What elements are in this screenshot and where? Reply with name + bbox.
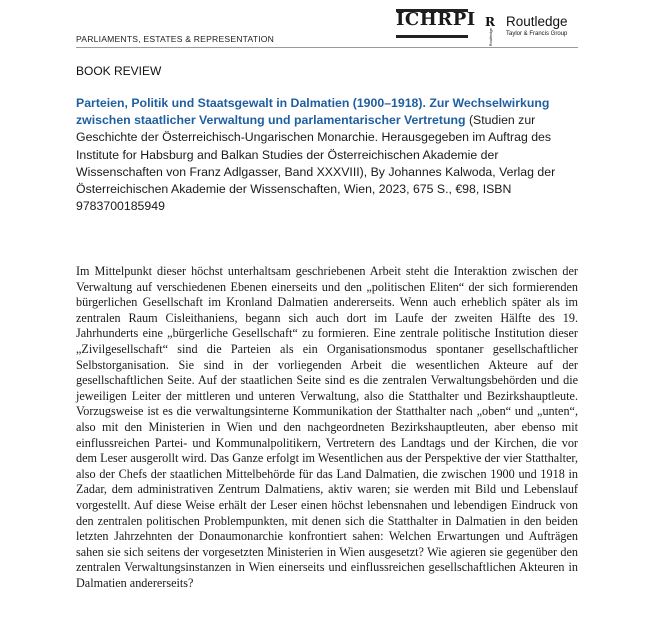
book-citation <box>76 95 576 215</box>
review-paragraph: Im Mittelpunkt dieser höchst unterhaltsam geschriebenen Arbeit steht die Interaktion zwischen der Verwaltung auf verschiedenen Ebenen einerseits und den „politischen Eliten“ der sich formierenden bürgerlichen Gesellschaft im Kronland Dalmatien andererseits. Wenn auch erheblich später als im zentralen Raum Cisleithaniens, begann sich auch dort im Laufe der zweiten Hälfte des 19. Jahrhunderts eine „bürgerliche Gesellschaft“ zu formieren. Eine zentrale politische Institution dieser „Zivilgesellschaft“ sind die Parteien als ein Organisationsmodus spontaner gesellschaftlicher Selbstorganisation. Sie sind in der vorliegenden Arbeit die wesentlichen Akteure auf der gesellschaftlichen Seite. Auf der staatlichen Seite sind es die zentralen Verwaltungsbehörden und die jeweiligen Leiter der mittleren und unteren Verwaltung, also die Statthalter und Bezirkshauptleute. Vorzugsweise ist es die verwaltungsinterne Kommunikation der Statthalter nach „oben“ und „unten“, also mit den Ministerien in Wien und den nachgeordneten Bezirkshauptleuten, aber ebenso mit einflussreichen Partei- und Kommunalpolitikern, Vertretern des Landtags und der Kirchen, die vor dem Leser ausgerollt wird. Das Ganze erfolgt im Wesentlichen aus der Perspektive der vier Statthalter, also der Chefs der staatlichen Mittelbehörde für das Land Dalmatien, die zwischen 1900 und 1918 in Zadar, dem administrativen Zentrum Dalmatiens, aktiv waren; sie werden mit Bild und Lebenslauf vorgestellt. Auf diese Weise erhält der Leser einen höchst lebensnahen und lebendigen Eindruck von den zentralen politischen Problempunkten, mit denen sich die Statthalter in Dalmatien in den beiden letzten Jahrzehnten der Donaumonarchie konfrontiert sahen: Welchen Erwartungen und Aufträgen sahen sie sich seitens der vorgesetzten Ministerien in Wien ausgesetzt? Wie agieren sie gegenüber den zentralen Verwaltungsinstanzen in Wien einerseits und einflussreichen gesellschaftlichen Akteuren in Dalmatien andererseits? <box>76 264 578 590</box>
routledge-vertical-text: Routledge <box>488 28 493 47</box>
book-details: (Studien zur Geschichte der Österreichisch-Ungarischen Monarchie. Herausgegeben im Auftrag des Institute for Habsburg and Balkan Studies der Österreichischen Akademie der Wissenschaften von Franz Adlgasser, Band XXXVIII), By Johannes Kalwoda, Verlag der Österreichischen Akademie der Wissenschaften, Wien, 2023, 675 S., €98, ISBN 9783700185949 <box>76 113 556 214</box>
ichrpi-logo-text: ICHRPI <box>396 9 476 30</box>
header-rule <box>76 47 578 48</box>
routledge-r-icon: R <box>485 15 495 29</box>
ichrpi-logo <box>396 8 476 38</box>
book-title: Parteien, Politik und Staatsgewalt in Dalmatien (1900–1918). Zur Wechselwirkung zwischen staatlicher Verwaltung und parlamentarischer Vertretung <box>76 96 550 128</box>
section-label: BOOK REVIEW <box>76 64 162 78</box>
publisher-subtitle: Taylor & Francis Group <box>506 31 568 37</box>
journal-name: PARLIAMENTS, ESTATES & REPRESENTATION <box>76 34 275 44</box>
publisher-name: Routledge <box>506 14 568 29</box>
